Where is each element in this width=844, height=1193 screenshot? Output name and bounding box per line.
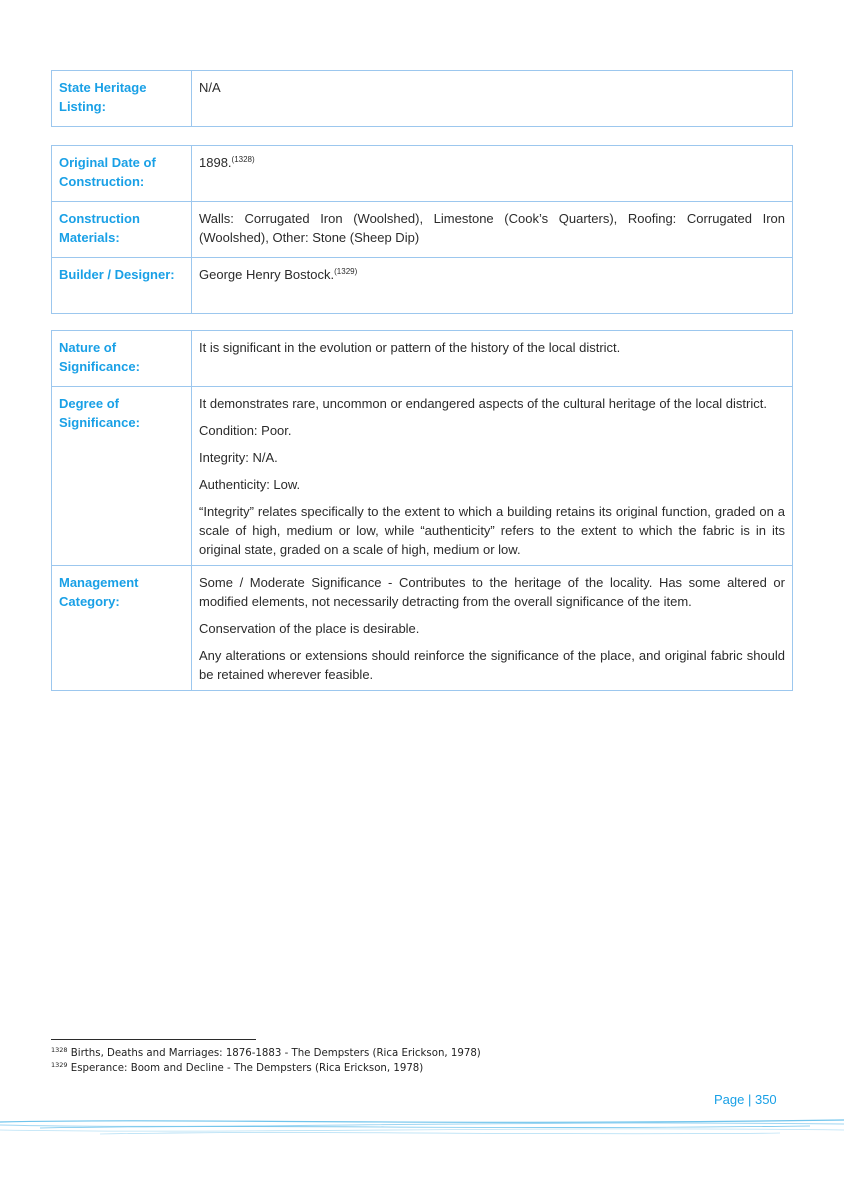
field-label: Nature of Significance: (52, 331, 192, 387)
field-label: Original Date of Construction: (52, 146, 192, 202)
paragraph: Condition: Poor. (199, 423, 292, 438)
footnote (51, 1061, 481, 1076)
table-row (52, 331, 793, 387)
footer-wave-decoration (0, 1108, 844, 1148)
footnote-ref: (1329) (334, 267, 358, 276)
paragraph: “Integrity” relates specifically to the extent to which a building retains its original function, graded on a scale of high, medium or low, while “authenticity” refers to the extent to which the fabric is in its original state, graded on a scale of high, medium or low. (199, 504, 785, 557)
footnote-number: 1329 (51, 1061, 68, 1069)
paragraph: It demonstrates rare, uncommon or endangered aspects of the cultural heritage of the local district. (199, 396, 767, 411)
footnote-text: Births, Deaths and Marriages: 1876-1883 - The Dempsters (Rica Erickson, 1978) (70, 1048, 481, 1059)
table-row (52, 566, 793, 691)
field-value (192, 566, 793, 691)
footnote-ref: (1328) (231, 155, 255, 164)
field-label: Management Category: (52, 566, 192, 691)
field-value (192, 387, 793, 566)
footnote-divider (51, 1039, 256, 1040)
state-heritage-table (51, 70, 793, 127)
paragraph: It is significant in the evolution or pattern of the history of the local district. (199, 340, 621, 355)
footnote-number: 1328 (51, 1046, 68, 1054)
date-text: 1898. (199, 155, 232, 170)
paragraph: Any alterations or extensions should reinforce the significance of the place, and original fabric should be retained wherever feasible. (199, 648, 785, 682)
field-value (192, 331, 793, 387)
field-label: Degree of Significance: (52, 387, 192, 566)
paragraph: Integrity: N/A. (199, 450, 278, 465)
field-value (192, 146, 793, 202)
significance-table (51, 330, 793, 691)
paragraph: Authenticity: Low. (199, 477, 301, 492)
field-label: Builder / Designer: (52, 258, 192, 314)
table-row (52, 146, 793, 202)
field-value (192, 258, 793, 314)
field-value: Walls: Corrugated Iron (Woolshed), Limestone (Cook’s Quarters), Roofing: Corrugated Iron (Woolshed), Other: Stone (Sheep Dip) (192, 202, 793, 258)
construction-table (51, 145, 793, 314)
field-value: N/A (192, 71, 793, 127)
page-number: Page | 350 (714, 1092, 777, 1107)
footnote (51, 1046, 481, 1061)
paragraph: Conservation of the place is desirable. (199, 621, 420, 636)
table-row (52, 258, 793, 314)
paragraph: Some / Moderate Significance - Contributes to the heritage of the locality. Has some altered or modified elements, not necessarily detracting from the overall significance of the item. (199, 575, 785, 609)
table-row (52, 202, 793, 258)
field-label: State Heritage Listing: (52, 71, 192, 127)
field-label: Construction Materials: (52, 202, 192, 258)
footnote-text: Esperance: Boom and Decline - The Dempsters (Rica Erickson, 1978) (70, 1063, 424, 1074)
footnotes (51, 1046, 481, 1076)
table-row (52, 387, 793, 566)
builder-text: George Henry Bostock. (199, 267, 335, 282)
table-row (52, 71, 793, 127)
